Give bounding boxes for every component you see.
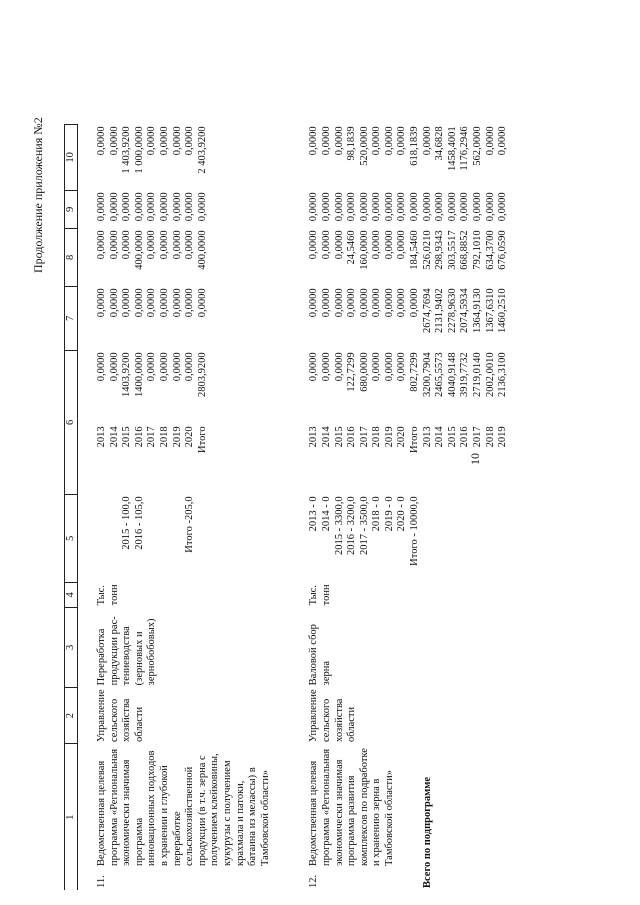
- header-cell: 4: [65, 582, 78, 607]
- plan-values: 2013 - 0 2014 - 0 2015 - 3300,0 2016 - 3200,0 2017 - 3500,0 2018 - 0 2019 - 0 2020 - 0 Итого - 10000,0: [308, 496, 421, 566]
- indicator: Валовой сбор зерна: [308, 624, 332, 686]
- row-number: 12.: [308, 874, 320, 888]
- total-years: 2013 2014 2015 2016 2017 2018 2019: [421, 426, 509, 448]
- row-gap: [78, 124, 97, 890]
- col10-values: 0,0000 0,0000 0,0000 98,1839 520,0000 0,0000 0,0000 0,0000 618,1839: [308, 126, 421, 166]
- col8-values: 0,0000 0,0000 0,0000 400,0000 0,0000 0,0000 0,0000 0,0000 400,0000: [96, 230, 208, 270]
- spacer: [78, 124, 97, 890]
- header-cell: 10: [65, 124, 78, 190]
- header-cell: 7: [65, 286, 78, 350]
- col7-values: 0,0000 0,0000 0,0000 0,0000 0,0000 0,0000 0,0000 0,0000 0,0000: [308, 288, 421, 318]
- executor: Управление сельского хозяйства области: [96, 689, 145, 742]
- col9-values: 0,0000 0,0000 0,0000 0,0000 0,0000 0,0000 0,0000 0,0000 0,0000: [96, 192, 208, 222]
- plan-values: 2015 - 100,0 2016 - 105,0 Итого -205,0: [121, 496, 196, 553]
- header-cell: 3: [65, 607, 78, 687]
- col7-values: 0,0000 0,0000 0,0000 0,0000 0,0000 0,0000 0,0000 0,0000 0,0000: [96, 288, 208, 318]
- page-number: 10: [468, 453, 482, 465]
- header-cell: 1: [65, 744, 78, 890]
- total-row: [422, 124, 510, 890]
- col6-values: 0,0000 0,0000 1403,9200 1400,0000 0,0000 0,0000 0,0000 0,0000 2803,9200: [96, 352, 208, 398]
- program-name: Ведомственная целевая программа «Региональная экономически значимая программа инновационных подходов в хранении и глубокой переработке сельскохозяйственной продукции (в т.ч. зерна с получением клейковины, кукурузы с получением крахмала и патоки, батаина из мелассы) в Тамбовской области»: [96, 748, 271, 866]
- table-row: [308, 124, 421, 890]
- row-gap: [272, 124, 290, 890]
- continuation-title: Продолжение приложения №2: [31, 117, 45, 273]
- header-row: [65, 124, 78, 890]
- col9-values: 0,0000 0,0000 0,0000 0,0000 0,0000 0,0000 0,0000 0,0000 0,0000: [308, 192, 421, 222]
- indicator: Переработка продукции рас-тениеводства (зерновых и зернобобовых): [96, 616, 158, 686]
- spacer: [272, 124, 290, 890]
- spacer: [290, 124, 308, 890]
- table-row: [96, 124, 272, 890]
- unit: Тыс. тонн: [96, 584, 120, 606]
- row-gap: [290, 124, 308, 890]
- header-cell: 9: [65, 190, 78, 228]
- col6-values: 0,0000 0,0000 0,0000 122,7299 680,0000 0,0000 0,0000 0,0000 802,7299: [308, 352, 421, 392]
- header-cell: 5: [65, 494, 78, 582]
- total-c8: 526,0210 298,9343 303,5517 668,8852 792,1010 634,3700 676,0590: [421, 230, 509, 270]
- col8-values: 0,0000 0,0000 0,0000 24,5460 160,0000 0,0000 0,0000 0,0000 184,5460: [308, 230, 421, 270]
- unit: Тыс. тонн: [308, 584, 332, 606]
- header-cell: 2: [65, 687, 78, 744]
- total-c9: 0,0000 0,0000 0,0000 0,0000 0,0000 0,0000 0,0000: [421, 192, 509, 222]
- program-name: Ведомственная целевая программа «Региональная экономически значимая программа развития комплексов по подработке и хранению зерна в Тамбовской области»: [308, 748, 395, 866]
- row-number: 11.: [96, 875, 107, 888]
- years: 2013 2014 2015 2016 2017 2018 2019 2020 Итого: [96, 426, 208, 453]
- appendix-table: [64, 124, 510, 890]
- total-c10: 0,0000 34,6828 1458,4001 1176,2946 562,0000 0,0000 0,0000: [421, 126, 509, 172]
- years: 2013 2014 2015 2016 2017 2018 2019 2020 Итого: [308, 426, 421, 453]
- executor: Управление сельского хозяйства области: [308, 689, 358, 742]
- header-cell: 6: [65, 350, 78, 494]
- total-c7: 2674,7694 2131,9402 2278,9630 2074,5934 1364,9130 1367,6310 1460,2510: [421, 288, 509, 334]
- total-c6: 3200,7904 2465,5573 4040,9148 3919,7732 2719,0140 2002,0010 2136,3100: [421, 352, 509, 398]
- total-label: Всего по подпрограмме: [421, 776, 433, 888]
- col10-values: 0,0000 0,0000 1 403,9200 1 000,0000 0,0000 0,0000 0,0000 0,0000 2 403,9200: [96, 126, 208, 174]
- header-cell: 8: [65, 228, 78, 286]
